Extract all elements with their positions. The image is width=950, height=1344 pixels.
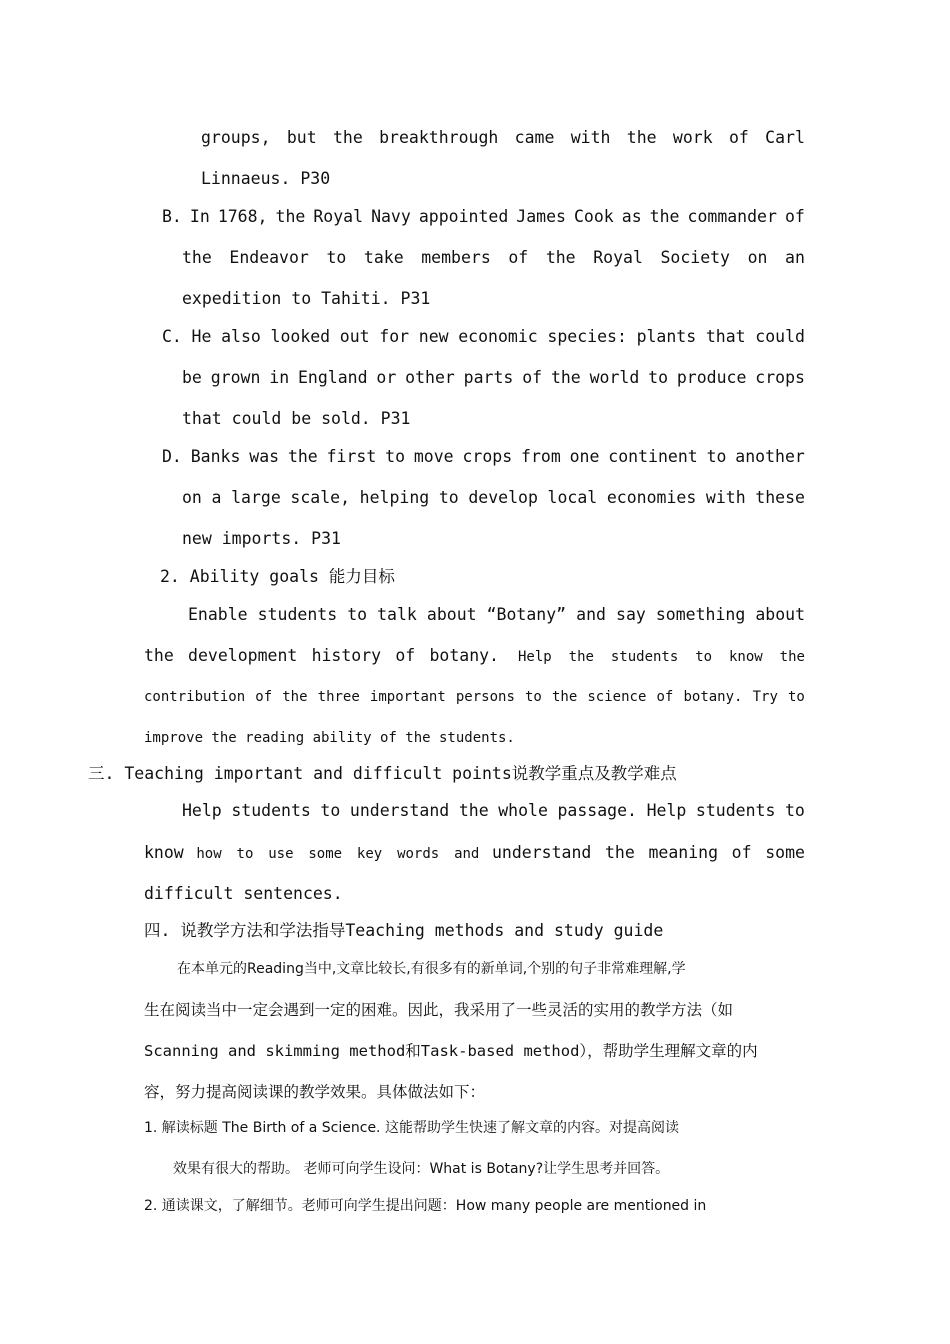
word: commander xyxy=(687,207,777,226)
word: in xyxy=(269,368,290,387)
word: of xyxy=(395,646,416,665)
section-heading-four: 四. 说教学方法和学法指导Teaching methods and study guide xyxy=(144,921,664,940)
word: for xyxy=(379,327,410,346)
word: history xyxy=(311,646,382,665)
word: continent xyxy=(608,447,698,466)
word: James xyxy=(516,207,566,226)
word: some xyxy=(308,846,343,862)
word: of xyxy=(508,248,529,267)
word: to xyxy=(788,689,805,705)
word: to xyxy=(326,248,347,267)
word: the xyxy=(545,248,576,267)
text-line: Linnaeus. P30 xyxy=(201,169,331,188)
word: world xyxy=(589,368,640,387)
word: crops xyxy=(755,368,805,387)
word: “Botany” xyxy=(486,605,567,624)
list-item-2: 2. 通读课文，了解细节。老师可向学生提出问题：How many people are mentioned in xyxy=(144,1198,707,1214)
word: students xyxy=(231,801,311,820)
text-line: 在本单元的Reading当中,文章比较长,有很多有的新单词,个别的句子非常难理解,学 xyxy=(177,961,686,977)
word: three xyxy=(317,689,360,705)
word: to xyxy=(438,488,459,507)
word: about xyxy=(755,605,805,624)
word: one xyxy=(569,447,600,466)
text-line xyxy=(144,645,805,668)
word: botany. xyxy=(683,689,743,705)
word: and xyxy=(454,846,480,862)
word: D. xyxy=(162,447,182,466)
word: move xyxy=(413,447,454,466)
word: scale, xyxy=(290,488,351,507)
word: looked xyxy=(270,327,331,346)
text-line: improve the reading ability of the students. xyxy=(144,730,515,746)
word: with xyxy=(705,488,746,507)
word: Navy xyxy=(371,207,411,226)
word: passage. xyxy=(557,801,637,820)
word: the xyxy=(287,447,318,466)
word: students xyxy=(695,801,776,820)
list-item-1: 1. 解读标题 The Birth of a Science. 这能帮助学生快速了解文章的内容。对提高阅读 xyxy=(144,1120,679,1136)
word: use xyxy=(268,846,294,862)
word: the xyxy=(568,649,594,665)
word: to xyxy=(385,447,406,466)
word: species: xyxy=(547,327,627,346)
word: to xyxy=(785,801,805,820)
word: with xyxy=(570,128,611,147)
word: Help xyxy=(182,801,222,820)
word: some xyxy=(765,843,805,862)
word: Carl xyxy=(765,128,805,147)
text-line xyxy=(144,686,805,708)
word: be xyxy=(182,368,202,387)
word: on xyxy=(747,248,768,267)
word: economies xyxy=(606,488,697,507)
word: students xyxy=(610,649,679,665)
text-line: difficult sentences. xyxy=(144,884,343,903)
text-line xyxy=(182,367,805,389)
word: the xyxy=(182,248,212,267)
word: on xyxy=(182,488,202,507)
word: large xyxy=(231,488,281,507)
word: to xyxy=(648,368,669,387)
word: to xyxy=(347,605,368,624)
word: was xyxy=(249,447,280,466)
word: know xyxy=(729,649,763,665)
word: groups, xyxy=(201,128,271,147)
word: produce xyxy=(676,368,747,387)
word: also xyxy=(221,327,261,346)
list-item-b xyxy=(162,206,805,228)
text-segment: know xyxy=(144,843,184,862)
word: helping xyxy=(359,488,430,507)
list-item-c xyxy=(162,326,805,348)
word: or xyxy=(376,368,397,387)
word: to xyxy=(695,649,713,665)
word: Try xyxy=(752,689,778,705)
text-line xyxy=(182,247,805,269)
word: of xyxy=(656,689,674,705)
word: could xyxy=(755,327,805,346)
word: of xyxy=(522,368,543,387)
word: C. xyxy=(162,327,182,346)
word: In xyxy=(189,207,210,226)
word: an xyxy=(785,248,805,267)
word: grown xyxy=(210,368,261,387)
text-line xyxy=(182,800,805,822)
word: Royal xyxy=(313,207,364,226)
word: that xyxy=(705,327,746,346)
word: Help xyxy=(646,801,687,820)
word: say xyxy=(616,605,646,624)
word: of xyxy=(784,207,805,226)
word: economic xyxy=(458,327,538,346)
word: Banks xyxy=(190,447,241,466)
word: talk xyxy=(377,605,417,624)
word: parts xyxy=(463,368,514,387)
text-line xyxy=(182,487,805,509)
word: He xyxy=(191,327,212,346)
section-heading-three: 三. Teaching important and difficult points说教学重点及教学难点 xyxy=(88,764,677,783)
word: whole xyxy=(498,801,548,820)
word: members xyxy=(421,248,491,267)
text-line xyxy=(144,842,805,865)
section-heading-ability-goals: 2. Ability goals 能力目标 xyxy=(160,567,395,586)
word: out xyxy=(339,327,370,346)
text-segment xyxy=(196,843,479,865)
word: Society xyxy=(660,248,730,267)
word: work xyxy=(672,128,713,147)
text-line: expedition to Tahiti. P31 xyxy=(182,289,431,308)
word: how xyxy=(196,846,222,862)
word: take xyxy=(363,248,404,267)
word: plants xyxy=(636,327,697,346)
word: and xyxy=(576,605,606,624)
text-segment xyxy=(518,646,805,668)
word: contribution xyxy=(144,689,246,705)
word: understand xyxy=(349,801,450,820)
word: botany. xyxy=(429,646,499,665)
text-line: Scanning and skimming method和Task-based method），帮助学生理解文章的内 xyxy=(144,1042,758,1060)
word: understand xyxy=(492,843,592,862)
word: about xyxy=(426,605,477,624)
word: something xyxy=(655,605,746,624)
word: from xyxy=(521,447,561,466)
word: Enable xyxy=(188,605,248,624)
word: Help xyxy=(518,649,552,665)
word: 1768, xyxy=(217,207,268,226)
word: the xyxy=(282,689,308,705)
word: to xyxy=(320,801,341,820)
word: the xyxy=(332,128,363,147)
word: important xyxy=(369,689,446,705)
word: came xyxy=(514,128,555,147)
word: Royal xyxy=(593,248,643,267)
text-segment xyxy=(492,842,805,864)
word: persons xyxy=(455,689,515,705)
word: another xyxy=(735,447,805,466)
word: breakthrough xyxy=(379,128,499,147)
list-item-d xyxy=(162,446,805,468)
word: the xyxy=(550,368,581,387)
word: appointed xyxy=(418,207,509,226)
text-line: 生在阅读当中一定会遇到一定的困难。因此，我采用了一些灵活的实用的教学方法（如 xyxy=(144,1001,734,1019)
text-segment xyxy=(144,645,499,667)
word: the xyxy=(275,207,306,226)
word: to xyxy=(236,846,254,862)
word: the xyxy=(144,646,174,665)
word: of xyxy=(728,128,749,147)
word: the xyxy=(649,207,680,226)
text-line: that could be sold. P31 xyxy=(182,409,411,428)
word: England xyxy=(298,368,368,387)
word: key xyxy=(356,846,383,862)
word: Endeavor xyxy=(229,248,309,267)
text-line xyxy=(201,127,805,149)
word: students xyxy=(257,605,338,624)
word: the xyxy=(626,128,657,147)
word: science xyxy=(587,689,647,705)
word: words xyxy=(397,846,440,862)
word: the xyxy=(779,649,805,665)
word: the xyxy=(458,801,489,820)
text-line: 容，努力提高阅读课的教学效果。具体做法如下： xyxy=(144,1083,486,1101)
text-line xyxy=(188,604,805,626)
word: of xyxy=(255,689,273,705)
word: these xyxy=(755,488,805,507)
word: crops xyxy=(462,447,513,466)
word: new xyxy=(418,327,449,346)
word: the xyxy=(605,843,635,862)
word: Cook xyxy=(573,207,614,226)
word: to xyxy=(706,447,727,466)
text-line: new imports. P31 xyxy=(182,529,341,548)
word: as xyxy=(621,207,642,226)
word: development xyxy=(188,646,298,665)
word: a xyxy=(211,488,222,507)
word: but xyxy=(286,128,317,147)
word: local xyxy=(547,488,598,507)
word: the xyxy=(551,689,578,705)
word: other xyxy=(405,368,455,387)
word: B. xyxy=(162,207,182,226)
word: meaning xyxy=(648,843,719,862)
word: develop xyxy=(468,488,538,507)
text-line: 效果有很大的帮助。 老师可向学生设问：What is Botany?让学生思考并回答。 xyxy=(173,1161,670,1177)
word: of xyxy=(731,843,752,862)
word: first xyxy=(326,447,377,466)
word: to xyxy=(525,689,542,705)
